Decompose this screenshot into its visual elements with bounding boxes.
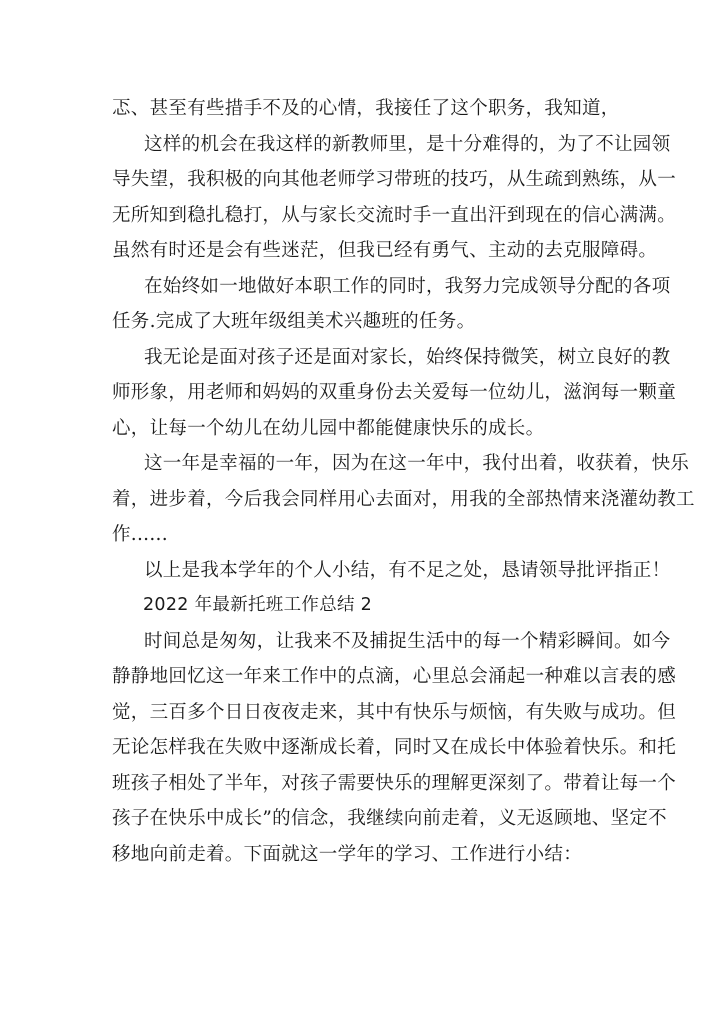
- text-line: 心，让每一个幼儿在幼儿园中都能健康快乐的成长。: [112, 417, 545, 439]
- paragraph-duties: [112, 269, 671, 340]
- text-line: 时间总是匆匆，让我来不及捕捉生活中的每一个精彩瞬间。如今: [144, 630, 671, 652]
- text-line: 孩子在快乐中成长”的信念，我继续向前走着，义无返顾地、坚定不: [112, 808, 667, 829]
- text-line: 这样的机会在我这样的新教师里，是十分难得的，为了不让园领: [144, 133, 671, 155]
- paragraph-happy-year: [112, 446, 695, 553]
- paragraph-attitude: [112, 340, 677, 447]
- text-line: 导失望，我积极的向其他老师学习带班的技巧，从生疏到熟练，从一: [112, 169, 677, 190]
- text-line: 移地向前走着。下面就这一学年的学习、工作进行小结：: [112, 843, 583, 865]
- text-line: 无论怎样我在失败中逐渐成长着，同时又在成长中体验着快乐。和托: [112, 737, 677, 758]
- text-line: 在始终如一地做好本职工作的同时，我努力完成领导分配的各项: [144, 275, 671, 297]
- text-line: 虽然有时还是会有些迷茫，但我已经有勇气、主动的去克服障碍。: [112, 240, 658, 261]
- text-line: 我无论是面对孩子还是面对家长，始终保持微笑，树立良好的教: [144, 346, 671, 368]
- paragraph-summary-intro: [112, 624, 677, 873]
- text-line: 着，进步着，今后我会同样用心去面对，用我的全部热情来浇灌幼教工: [112, 488, 695, 510]
- text-line: 无所知到稳扎稳打，从与家长交流时手一直出汗到现在的信心满满。: [112, 204, 677, 226]
- text-line: 作......: [112, 524, 168, 545]
- text-line: 班孩子相处了半年，对孩子需要快乐的理解更深刻了。带着让每一个: [112, 772, 677, 794]
- text-line: 以上是我本学年的个人小结，有不足之处，恳请领导批评指正！: [144, 559, 671, 581]
- text-line: 忑、甚至有些措手不及的心情，我接任了这个职务，我知道，: [112, 98, 620, 119]
- paragraph-continuation: [112, 91, 632, 127]
- text-line: 师形象，用老师和妈妈的双重身份去关爱每一位幼儿，滋润每一颗童: [112, 382, 677, 403]
- text-line: 这一年是幸福的一年，因为在这一年中，我付出着，收获着，快乐: [144, 453, 690, 474]
- section-title: [112, 588, 632, 624]
- text-line: 觉，三百多个日日夜夜走来，其中有快乐与烦恼，有失败与成功。但: [112, 701, 677, 723]
- paragraph-conclusion: [112, 553, 671, 589]
- text-line: 静静地回忆这一年来工作中的点滴，心里总会涌起一种难以言表的感: [112, 666, 677, 687]
- document-body: [112, 91, 695, 872]
- section-heading: 2022 年最新托班工作总结 2: [143, 595, 373, 615]
- text-line: 任务.完成了大班年级组美术兴趣班的任务。: [112, 311, 476, 332]
- paragraph-new-teacher: [112, 127, 677, 269]
